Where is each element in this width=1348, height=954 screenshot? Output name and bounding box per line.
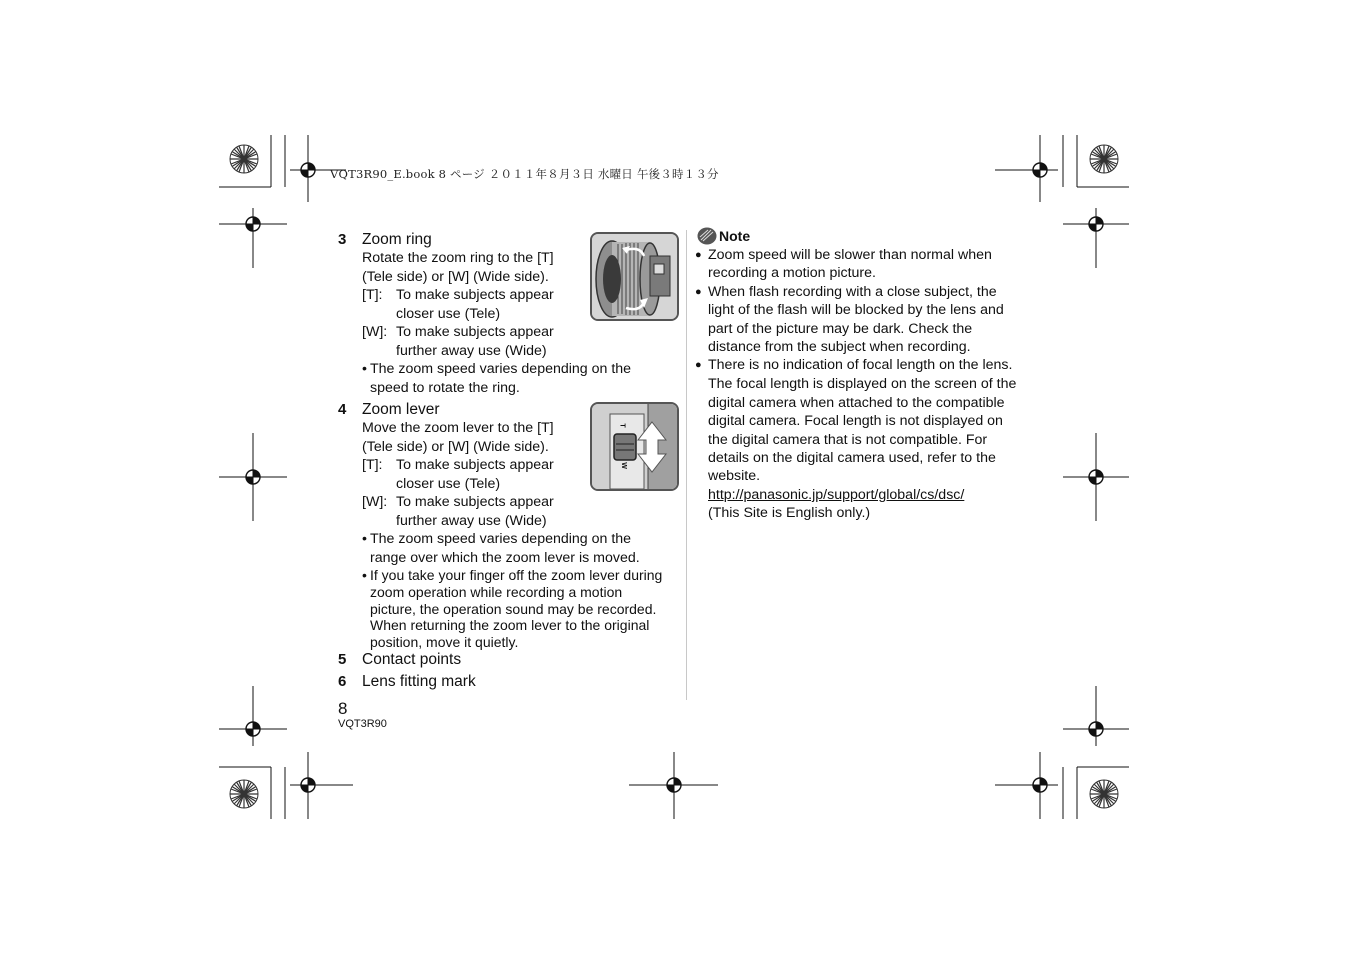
note-bullet-2-line-4: distance from the subject when recording.: [708, 339, 971, 355]
column-divider: [686, 230, 687, 700]
item-4-w-key: [W]:: [362, 494, 388, 510]
item-3-t-line-2: closer use (Tele): [396, 306, 501, 322]
item-4-t-key: [T]:: [362, 457, 383, 473]
item-3-t-line-1: To make subjects appear: [396, 287, 554, 303]
item-3-line-1: Rotate the zoom ring to the [T]: [362, 250, 554, 266]
item-3-bullet-1-line-1: The zoom speed varies depending on the: [370, 361, 632, 377]
sub-bullet-icon: •: [362, 361, 367, 377]
item-3-bullet-1-line-2: speed to rotate the ring.: [370, 380, 520, 396]
item-3-w-line-1: To make subjects appear: [396, 324, 554, 340]
note-bullet-1-line-2: recording a motion picture.: [708, 265, 876, 281]
sub-bullet-icon: •: [362, 567, 367, 583]
lever-w-label: W: [619, 462, 627, 469]
note-bullet-3-line-1: There is no indication of focal length on the lens.: [708, 357, 1013, 373]
item-4-w-line-2: further away use (Wide): [396, 513, 547, 529]
note-bullet-2-line-1: When flash recording with a close subject, the: [708, 284, 997, 300]
note-bullet-3-line-2: The focal length is displayed on the screen of the: [708, 376, 1017, 392]
note-bullet-1-line-1: Zoom speed will be slower than normal when: [708, 247, 992, 263]
zoom-lever-illustration: [590, 402, 679, 491]
item-4-bullet-1-line-1: The zoom speed varies depending on the: [370, 531, 632, 547]
zoom-ring-illustration: [590, 232, 679, 321]
item-5-title: Contact points: [362, 651, 462, 668]
bullet-icon: ●: [695, 359, 702, 371]
note-bullet-3-line-4: digital camera. Focal length is not displayed on: [708, 413, 1003, 429]
print-header: VQT3R90_E.book 8 ページ ２０１１年８月３日 水曜日 午後３時１３分: [330, 167, 719, 181]
note-bullet-2-line-2: light of the flash will be blocked by the lens and: [708, 302, 1004, 318]
item-4-bullet-1-line-2: range over which the zoom lever is moved.: [370, 550, 640, 566]
item-4-bullet-2-line-2: zoom operation while recording a motion: [370, 584, 623, 600]
page-code: VQT3R90: [338, 718, 387, 730]
item-4-bullet-2-line-3: picture, the operation sound may be recorded.: [370, 601, 657, 617]
item-4-number: 4: [338, 401, 347, 418]
note-bullet-3-line-7: website.: [708, 468, 761, 484]
note-label: Note: [719, 228, 751, 244]
item-3-line-2: (Tele side) or [W] (Wide side).: [362, 269, 549, 285]
page-number: 8: [338, 699, 348, 718]
item-6-title: Lens fitting mark: [362, 673, 476, 690]
bullet-icon: ●: [695, 249, 702, 261]
bullet-icon: ●: [695, 286, 702, 298]
item-3-w-line-2: further away use (Wide): [396, 343, 547, 359]
item-3-title: Zoom ring: [362, 231, 432, 248]
item-4-t-line-1: To make subjects appear: [396, 457, 554, 473]
item-3-number: 3: [338, 231, 347, 248]
item-4-title: Zoom lever: [362, 401, 440, 418]
item-4-w-line-1: To make subjects appear: [396, 494, 554, 510]
site-language-note: (This Site is English only.): [708, 505, 871, 521]
sub-bullet-icon: •: [362, 531, 367, 547]
item-4-t-line-2: closer use (Tele): [396, 476, 501, 492]
note-bullet-3-line-5: the digital camera that is not compatible. For: [708, 432, 988, 448]
lever-t-label: T: [618, 423, 626, 428]
item-4-bullet-2-line-5: position, move it quietly.: [370, 634, 519, 650]
item-4-line-1: Move the zoom lever to the [T]: [362, 420, 554, 436]
item-4-bullet-2-line-1: If you take your finger off the zoom lever during: [370, 567, 663, 583]
item-4-line-2: (Tele side) or [W] (Wide side).: [362, 439, 549, 455]
item-4-bullet-2-line-4: When returning the zoom lever to the original: [370, 617, 650, 633]
note-bullet-2-line-3: part of the picture may be dark. Check the: [708, 321, 973, 337]
support-link[interactable]: http://panasonic.jp/support/global/cs/dsc/: [708, 487, 965, 503]
note-bullet-3-line-3: digital camera when attached to the compatible: [708, 395, 1005, 411]
item-3-t-key: [T]:: [362, 287, 383, 303]
note-bullet-3-line-6: details on the digital camera used, refer to the: [708, 450, 996, 466]
item-5-number: 5: [338, 651, 347, 668]
item-3-w-key: [W]:: [362, 324, 388, 340]
item-6-number: 6: [338, 673, 347, 690]
